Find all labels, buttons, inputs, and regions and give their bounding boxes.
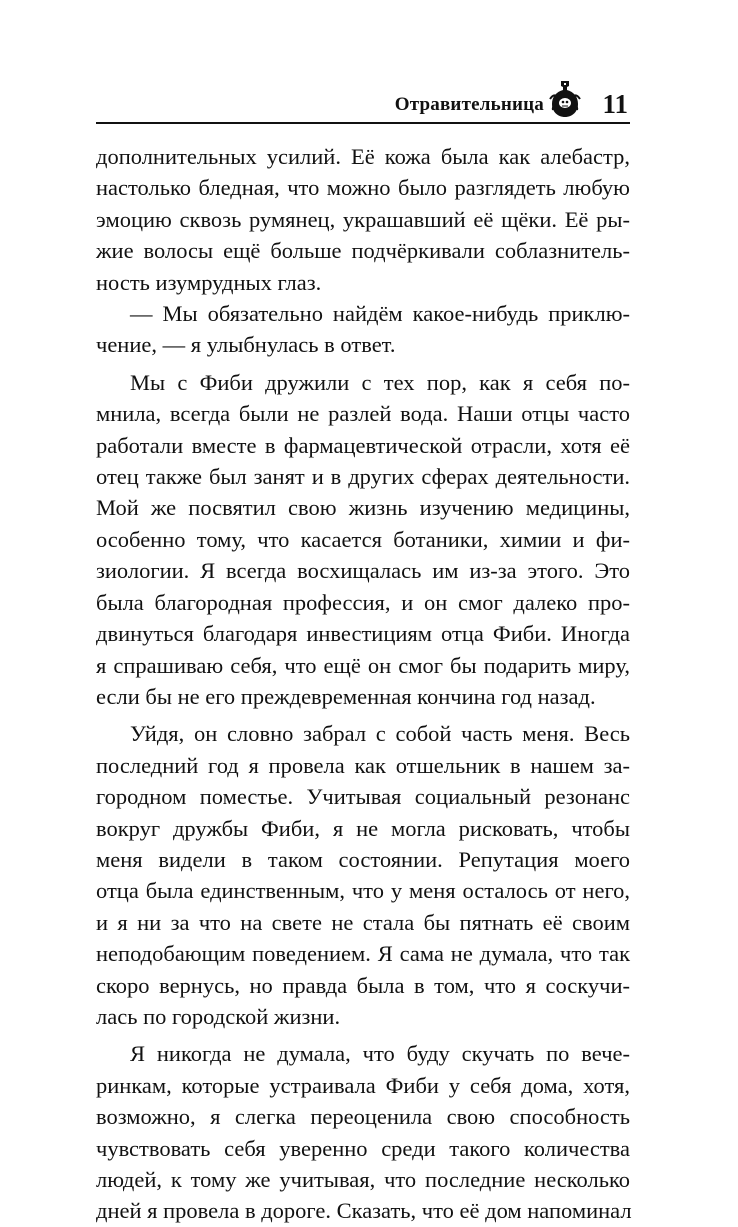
text-line: отец также был занят и в других сферах деятельности. bbox=[96, 464, 630, 490]
text-line: лась по городской жизни. bbox=[96, 1003, 341, 1029]
text-line: дней я провела в дороге. Сказать, что её дом напоминал bbox=[96, 1198, 632, 1224]
paragraph bbox=[96, 298, 630, 361]
paragraph bbox=[96, 1038, 630, 1226]
text-line: людей, к тому же учитывая, что последние несколько bbox=[96, 1167, 630, 1192]
running-header bbox=[96, 78, 630, 124]
text-line: городном поместье. Учитывая социальный резонанс bbox=[96, 784, 630, 810]
text-line: если бы не его преждевременная кончина год назад. bbox=[96, 683, 596, 709]
text-line: особенно тому, что касается ботаники, химии и фи- bbox=[96, 526, 630, 552]
text-line: неподобающим поведением. Я сама не думала, что так bbox=[96, 941, 630, 967]
text-line: мнила, всегда были не разлей вода. Наши отцы часто bbox=[96, 401, 630, 427]
text-line: зиологии. Я всегда восхищалась им из-за этого. Это bbox=[96, 558, 630, 584]
text-line: Мы с Фиби дружили с тех пор, как я себя по- bbox=[130, 369, 630, 395]
text-line: я спрашиваю себя, что ещё он смог бы подарить миру, bbox=[96, 652, 630, 678]
text-line: ринкам, которые устраивала Фиби у себя дома, хотя, bbox=[96, 1072, 630, 1098]
text-line: жие волосы ещё больше подчёркивали соблазнитель- bbox=[96, 238, 630, 264]
text-line: ность изумрудных глаз. bbox=[96, 269, 322, 295]
text-line: двинуться благодаря инвестициям отца Фиби. Иногда bbox=[96, 621, 630, 647]
page-number: 11 bbox=[602, 89, 628, 119]
text-line: и я ни за что на свете не стала бы пятнать её своим bbox=[96, 909, 630, 935]
paragraph bbox=[96, 141, 630, 298]
text-line: последний год я провела как отшельник в нашем за- bbox=[96, 752, 630, 778]
poison-bottle-icon bbox=[548, 79, 582, 119]
paragraph bbox=[96, 367, 630, 712]
text-line: эмоцию сквозь румянец, украшавший её щёки. Её ры- bbox=[96, 206, 630, 232]
text-line: скоро вернусь, но правда была в том, что я соскучи- bbox=[96, 972, 630, 998]
text-line: настолько бледная, что можно было разглядеть любую bbox=[96, 175, 630, 201]
text-line: работали вместе в фармацевтической отрасли, хотя её bbox=[96, 432, 630, 458]
text-line: была благородная профессия, и он смог далеко про- bbox=[96, 589, 630, 615]
text-line: меня видели в таком состоянии. Репутация моего bbox=[96, 846, 630, 872]
text-line: вокруг дружбы Фиби, я не могла рисковать, чтобы bbox=[96, 815, 630, 841]
text-line: Мой же посвятил свою жизнь изучению медицины, bbox=[96, 495, 630, 521]
paragraph bbox=[96, 718, 630, 1032]
text-line: чение, — я улыбнулась в ответ. bbox=[96, 332, 396, 358]
text-line: Я никогда не думала, что буду скучать по вече- bbox=[130, 1041, 630, 1067]
text-line: возможно, я слегка переоценила свою способность bbox=[96, 1104, 630, 1130]
text-line: чувствовать себя уверенно среди такого количества bbox=[96, 1135, 630, 1161]
text-line: Уйдя, он словно забрал с собой часть меня. Весь bbox=[130, 721, 630, 747]
text-line: дополнительных усилий. Её кожа была как алебастр, bbox=[96, 144, 630, 169]
running-title: Отравительница bbox=[394, 94, 544, 115]
text-line: отца была единственным, что у меня осталось от него, bbox=[96, 878, 630, 904]
body-text bbox=[96, 141, 630, 1227]
text-line: — Мы обязательно найдём какое-нибудь приклю- bbox=[130, 301, 630, 327]
